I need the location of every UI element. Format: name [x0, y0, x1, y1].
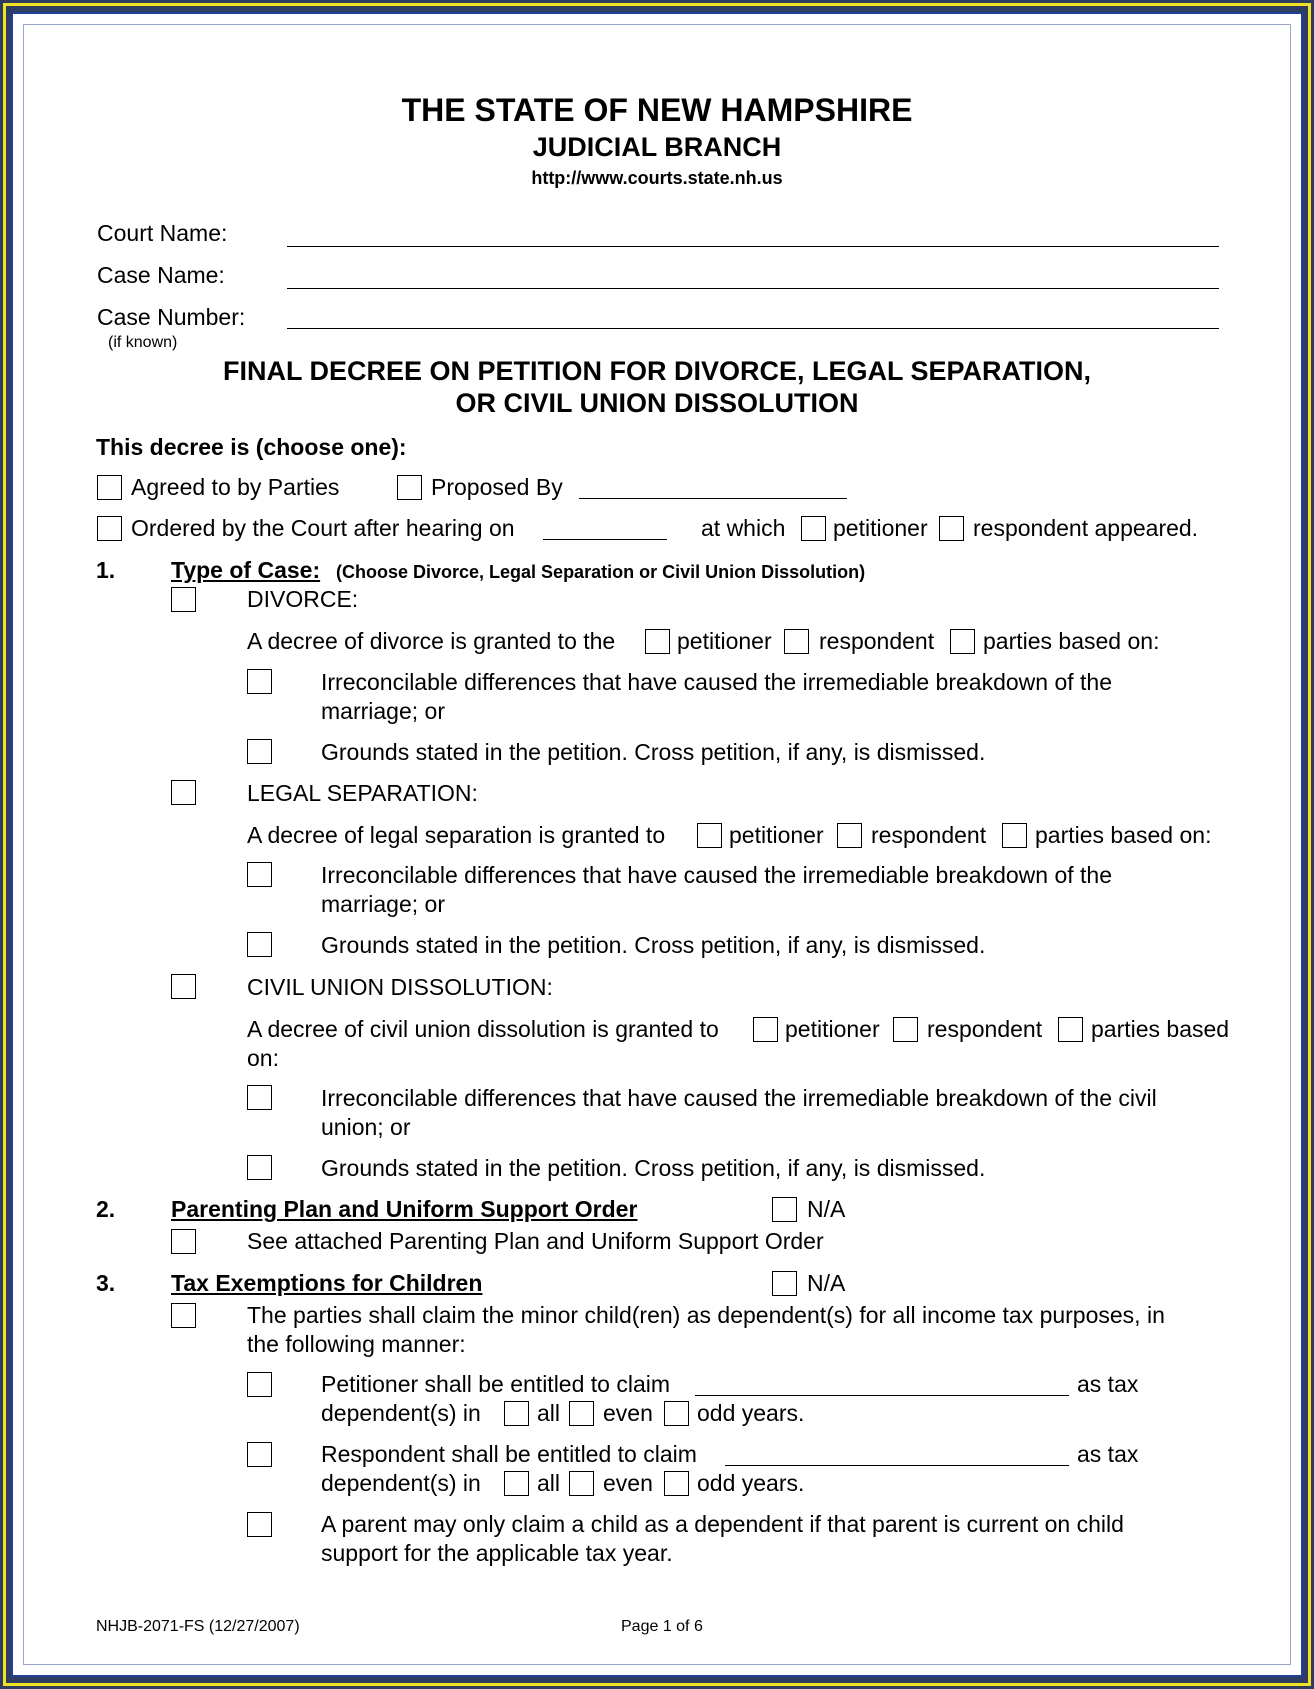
petitioner-odd-label: odd years.: [697, 1400, 805, 1426]
civil-on-label: on:: [247, 1045, 279, 1071]
separation-respondent-label: respondent: [871, 822, 987, 848]
if-known-note: (if known): [108, 334, 178, 351]
legal-separation-checkbox[interactable]: [171, 780, 196, 805]
appeared-respondent-label: respondent appeared.: [973, 515, 1199, 541]
branch-heading: JUDICIAL BRANCH: [532, 132, 782, 162]
tax-claim-line2: the following manner:: [247, 1331, 466, 1357]
state-heading: THE STATE OF NEW HAMPSHIRE: [401, 92, 913, 128]
petitioner-dependents-label: dependent(s) in: [321, 1400, 481, 1426]
section2-heading: Parenting Plan and Uniform Support Order: [171, 1196, 638, 1222]
decree-heading: This decree is (choose one):: [96, 434, 407, 460]
separation-petitioner-checkbox[interactable]: [697, 823, 722, 848]
proposed-label: Proposed By: [431, 474, 563, 500]
at-which-label: at which: [701, 515, 786, 541]
document-page: [11, 12, 1303, 1677]
section3-na-label: N/A: [807, 1270, 846, 1296]
section2-na-label: N/A: [807, 1196, 846, 1222]
case-name-label: Case Name:: [97, 262, 225, 288]
section2-na-checkbox[interactable]: [772, 1197, 797, 1222]
civil-parties-checkbox[interactable]: [1058, 1017, 1083, 1042]
tax-claim-checkbox[interactable]: [171, 1303, 196, 1328]
section3-na-checkbox[interactable]: [772, 1271, 797, 1296]
respondent-odd-label: odd years.: [697, 1470, 805, 1496]
separation-parties-label: parties based on:: [1035, 822, 1212, 848]
appeared-petitioner-label: petitioner: [833, 515, 928, 541]
divorce-checkbox[interactable]: [171, 587, 196, 612]
ordered-label: Ordered by the Court after hearing on: [131, 515, 515, 541]
divorce-petitioner-checkbox[interactable]: [645, 629, 670, 654]
hearing-date-field[interactable]: [543, 539, 667, 540]
parent-current-line2: support for the applicable tax year.: [321, 1540, 673, 1566]
respondent-claim-field[interactable]: [725, 1465, 1069, 1466]
petitioner-all-label: all: [537, 1400, 561, 1426]
separation-petitioner-label: petitioner: [729, 822, 824, 848]
page-number: Page 1 of 6: [621, 1618, 703, 1635]
petitioner-even-checkbox[interactable]: [569, 1401, 594, 1426]
respondent-even-label: even: [603, 1470, 653, 1496]
divorce-irreconcilable-checkbox[interactable]: [247, 669, 272, 694]
respondent-all-checkbox[interactable]: [504, 1471, 529, 1496]
civil-parties-label: parties based: [1091, 1016, 1230, 1042]
divorce-parties-label: parties based on:: [983, 628, 1160, 654]
separation-parties-checkbox[interactable]: [1002, 823, 1027, 848]
section3-heading: Tax Exemptions for Children: [171, 1270, 483, 1296]
divorce-irreconcilable-line2: marriage; or: [321, 698, 445, 724]
divorce-respondent-label: respondent: [819, 628, 935, 654]
court-url: http://www.courts.state.nh.us: [531, 168, 783, 188]
agreed-label: Agreed to by Parties: [131, 474, 340, 500]
separation-granted-text: A decree of legal separation is granted to: [247, 822, 666, 848]
appeared-petitioner-checkbox[interactable]: [801, 516, 826, 541]
form-title-line2: OR CIVIL UNION DISSOLUTION: [455, 388, 859, 418]
case-name-field[interactable]: [287, 288, 1219, 289]
separation-grounds-checkbox[interactable]: [247, 932, 272, 957]
respondent-even-checkbox[interactable]: [569, 1471, 594, 1496]
divorce-parties-checkbox[interactable]: [950, 629, 975, 654]
separation-respondent-checkbox[interactable]: [837, 823, 862, 848]
civil-respondent-checkbox[interactable]: [893, 1017, 918, 1042]
separation-irreconcilable-line2: marriage; or: [321, 891, 445, 917]
respondent-claim-text: Respondent shall be entitled to claim: [321, 1441, 697, 1467]
legal-separation-label: LEGAL SEPARATION:: [247, 780, 478, 806]
respondent-as-tax-label: as tax: [1077, 1441, 1139, 1467]
civil-respondent-label: respondent: [927, 1016, 1043, 1042]
respondent-odd-checkbox[interactable]: [664, 1471, 689, 1496]
parenting-plan-checkbox[interactable]: [171, 1229, 196, 1254]
respondent-all-label: all: [537, 1470, 561, 1496]
petitioner-claim-text: Petitioner shall be entitled to claim: [321, 1371, 671, 1397]
divorce-respondent-checkbox[interactable]: [784, 629, 809, 654]
civil-union-checkbox[interactable]: [171, 974, 196, 999]
petitioner-odd-checkbox[interactable]: [664, 1401, 689, 1426]
section1-number: 1.: [96, 557, 116, 583]
respondent-dependents-label: dependent(s) in: [321, 1470, 481, 1496]
parent-current-checkbox[interactable]: [247, 1512, 272, 1537]
civil-irreconcilable-line1: Irreconcilable differences that have caused the irremediable breakdown of the civil: [321, 1085, 1157, 1111]
civil-union-label: CIVIL UNION DISSOLUTION:: [247, 974, 553, 1000]
separation-grounds-text: Grounds stated in the petition. Cross petition, if any, is dismissed.: [321, 932, 986, 958]
petitioner-all-checkbox[interactable]: [504, 1401, 529, 1426]
respondent-claim-checkbox[interactable]: [247, 1442, 272, 1467]
civil-granted-text: A decree of civil union dissolution is granted to: [247, 1016, 719, 1042]
court-name-label: Court Name:: [97, 220, 228, 246]
section3-number: 3.: [96, 1270, 116, 1296]
divorce-petitioner-label: petitioner: [677, 628, 772, 654]
divorce-granted-text: A decree of divorce is granted to the: [247, 628, 616, 654]
separation-irreconcilable-checkbox[interactable]: [247, 862, 272, 887]
divorce-label: DIVORCE:: [247, 586, 359, 612]
section1-heading: Type of Case:: [171, 557, 321, 583]
separation-irreconcilable-line1: Irreconcilable differences that have caused the irremediable breakdown of the: [321, 862, 1112, 888]
parent-current-line1: A parent may only claim a child as a dependent if that parent is current on child: [321, 1511, 1124, 1537]
civil-petitioner-label: petitioner: [785, 1016, 880, 1042]
civil-grounds-checkbox[interactable]: [247, 1155, 272, 1180]
case-number-field[interactable]: [287, 328, 1219, 329]
ordered-checkbox[interactable]: [97, 516, 122, 541]
section2-number: 2.: [96, 1196, 116, 1222]
petitioner-as-tax-label: as tax: [1077, 1371, 1139, 1397]
appeared-respondent-checkbox[interactable]: [939, 516, 964, 541]
form-id: NHJB-2071-FS (12/27/2007): [96, 1618, 300, 1635]
divorce-grounds-text: Grounds stated in the petition. Cross petition, if any, is dismissed.: [321, 739, 986, 765]
section1-note: (Choose Divorce, Legal Separation or Civil Union Dissolution): [336, 562, 866, 582]
civil-petitioner-checkbox[interactable]: [753, 1017, 778, 1042]
civil-irreconcilable-line2: union; or: [321, 1114, 411, 1140]
divorce-grounds-checkbox[interactable]: [247, 739, 272, 764]
tax-claim-line1: The parties shall claim the minor child(ren) as dependent(s) for all income tax purposes, in: [247, 1302, 1165, 1328]
petitioner-even-label: even: [603, 1400, 653, 1426]
form-title-line1: FINAL DECREE ON PETITION FOR DIVORCE, LEGAL SEPARATION,: [222, 356, 1092, 386]
proposed-checkbox[interactable]: [397, 475, 422, 500]
proposed-by-field[interactable]: [579, 498, 847, 499]
parenting-plan-text: See attached Parenting Plan and Uniform Support Order: [247, 1228, 824, 1254]
petitioner-claim-field[interactable]: [695, 1395, 1069, 1396]
petitioner-claim-checkbox[interactable]: [247, 1372, 272, 1397]
civil-irreconcilable-checkbox[interactable]: [247, 1085, 272, 1110]
civil-grounds-text: Grounds stated in the petition. Cross petition, if any, is dismissed.: [321, 1155, 986, 1181]
court-name-field[interactable]: [287, 246, 1219, 247]
divorce-irreconcilable-line1: Irreconcilable differences that have caused the irremediable breakdown of the: [321, 669, 1112, 695]
case-number-label: Case Number:: [97, 304, 246, 330]
agreed-checkbox[interactable]: [97, 475, 122, 500]
